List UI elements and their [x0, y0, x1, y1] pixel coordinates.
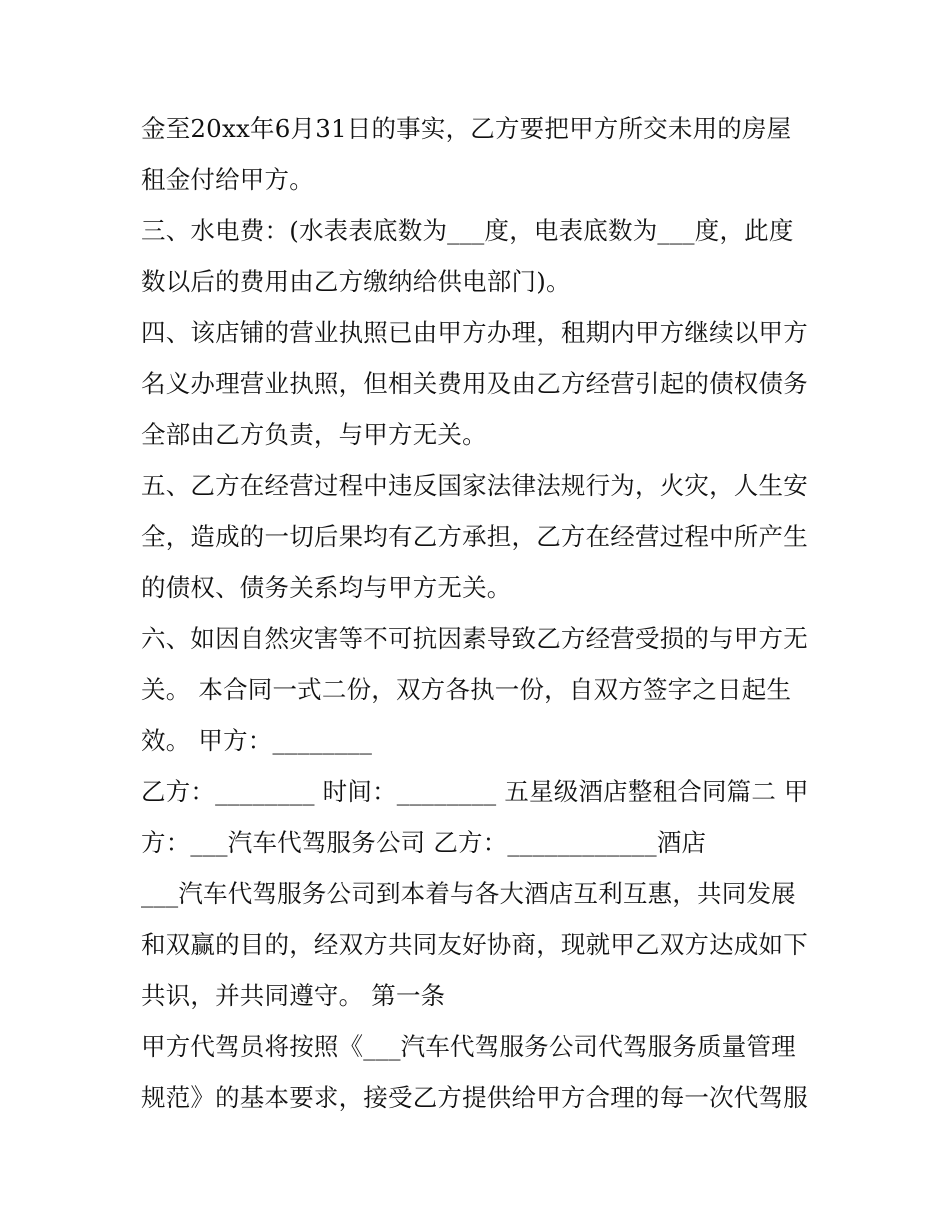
text-line: 效。 甲方：________	[141, 726, 373, 755]
text-line: 四、该店铺的营业执照已由甲方办理，租期内甲方继续以甲方	[141, 318, 808, 347]
text-line: 五、乙方在经营过程中违反国家法律法规行为，火灾，人生安	[141, 471, 808, 500]
text-line: 规范》的基本要求，接受乙方提供给甲方合理的每一次代驾服	[141, 1083, 808, 1112]
text-line: 的债权、债务关系均与甲方无关。	[141, 573, 512, 602]
text-line: 全，造成的一切后果均有乙方承担，乙方在经营过程中所产生	[141, 522, 808, 551]
text-line: 名义办理营业执照，但相关费用及由乙方经营引起的债权债务	[141, 369, 808, 398]
text-line: 金至20xx年6月31日的事实，乙方要把甲方所交未用的房屋	[141, 114, 792, 143]
text-line: 和双赢的目的，经双方共同友好协商，现就甲乙双方达成如下	[141, 930, 808, 959]
text-line: 关。 本合同一式二份，双方各执一份，自双方签字之日起生	[141, 675, 792, 704]
text-line: 六、如因自然灾害等不可抗因素导致乙方经营受损的与甲方无	[141, 624, 808, 653]
text-line: 租金付给甲方。	[141, 165, 314, 194]
text-line: 三、水电费：(水表表底数为___度，电表底数为___度，此度	[141, 216, 794, 245]
text-line: 乙方：________ 时间：________ 五星级酒店整租合同篇二 甲	[141, 777, 809, 806]
text-line: 共识，并共同遵守。 第一条	[141, 981, 446, 1010]
text-line: 方：___汽车代驾服务公司 乙方：____________酒店	[141, 828, 707, 857]
text-line: 全部由乙方负责，与甲方无关。	[141, 420, 487, 449]
text-line: ___汽车代驾服务公司到本着与各大酒店互利互惠，共同发展	[141, 879, 796, 908]
text-line: 甲方代驾员将按照《___汽车代驾服务公司代驾服务质量管理	[141, 1032, 796, 1061]
text-line: 数以后的费用由乙方缴纳给供电部门)。	[141, 267, 571, 296]
